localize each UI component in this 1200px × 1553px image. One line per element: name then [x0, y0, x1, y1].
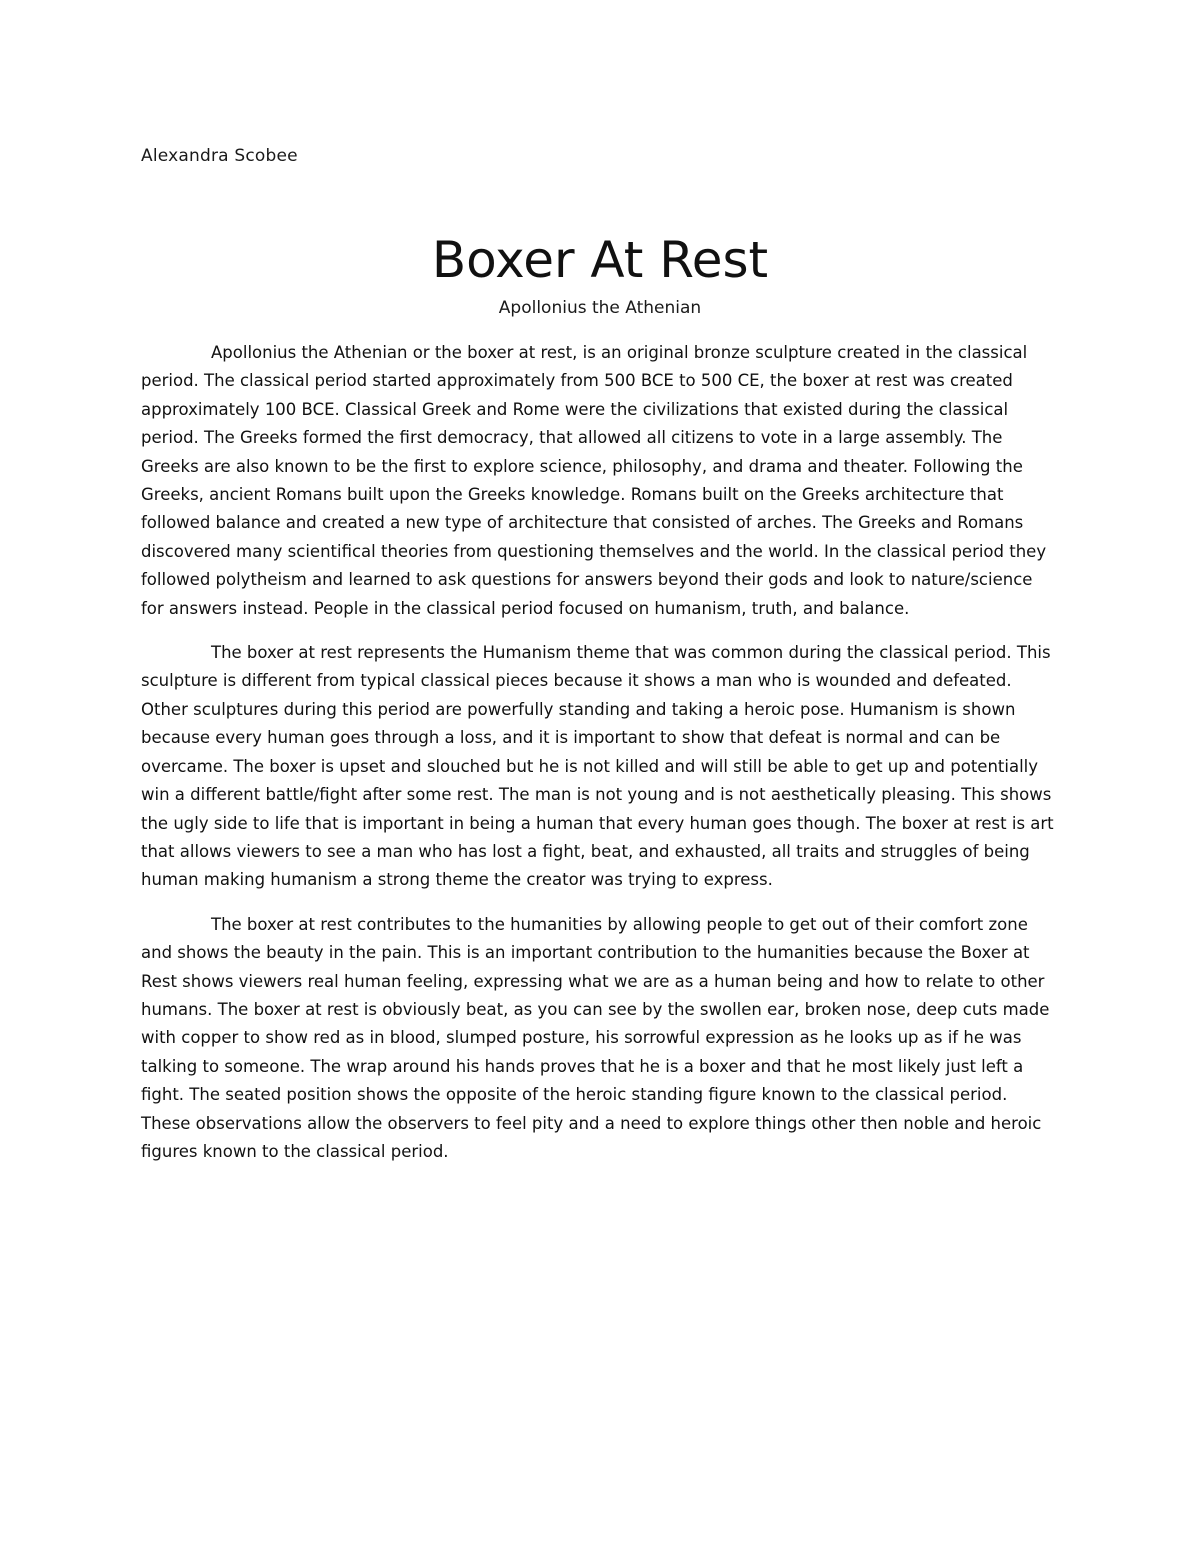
document-subtitle: Apollonius the Athenian	[498, 298, 702, 318]
paragraph-2: The boxer at rest represents the Humanism theme that was common during the classical period. This sculpture is different from typical classical pieces because it shows a man who is wounded and defeated. Other sculptures during this period are powerfully standing and taking a heroic pose. Humanism is shown because every human goes through a loss, and it is important to show that defeat is normal and can be overcame. The boxer is upset and slouched but he is not killed and will still be able to get up and potentially win a different battle/fight after some rest. The man is not young and is not aesthetically pleasing. This shows the ugly side to life that is important in being a human that every human goes though. The boxer at rest is art that allows viewers to see a man who has lost a fight, beat, and exhausted, all traits and struggles of being human making humanism a strong theme the creator was trying to express.	[141, 643, 1054, 890]
document-body	[141, 339, 1058, 1182]
document-title: Boxer At Rest	[431, 231, 769, 289]
author-name: Alexandra Scobee	[141, 146, 298, 166]
paragraph-3: The boxer at rest contributes to the humanities by allowing people to get out of their comfort zone and shows the beauty in the pain. This is an important contribution to the humanities because the Boxer at Rest shows viewers real human feeling, expressing what we are as a human being and how to relate to other humans. The boxer at rest is obviously beat, as you can see by the swollen ear, broken nose, deep cuts made with copper to show red as in blood, slumped posture, his sorrowful expression as he looks up as if he was talking to someone. The wrap around his hands proves that he is a boxer and that he most likely just left a fight. The seated position shows the opposite of the heroic standing figure known to the classical period. These observations allow the observers to feel pity and a need to explore things other then noble and heroic figures known to the classical period.	[141, 914, 1050, 1161]
paragraph-1: Apollonius the Athenian or the boxer at rest, is an original bronze sculpture created in the classical period. The classical period started approximately from 500 BCE to 500 CE, the boxer at rest was created approximately 100 BCE. Classical Greek and Rome were the civilizations that existed during the classical period. The Greeks formed the first democracy, that allowed all citizens to vote in a large assembly. The Greeks are also known to be the first to explore science, philosophy, and drama and theater. Following the Greeks, ancient Romans built upon the Greeks knowledge. Romans built on the Greeks architecture that followed balance and created a new type of architecture that consisted of arches. The Greeks and Romans discovered many scientifical theories from questioning themselves and the world. In the classical period they followed polytheism and learned to ask questions for answers beyond their gods and look to nature/science for answers instead. People in the classical period focused on humanism, truth, and balance.	[141, 343, 1047, 618]
